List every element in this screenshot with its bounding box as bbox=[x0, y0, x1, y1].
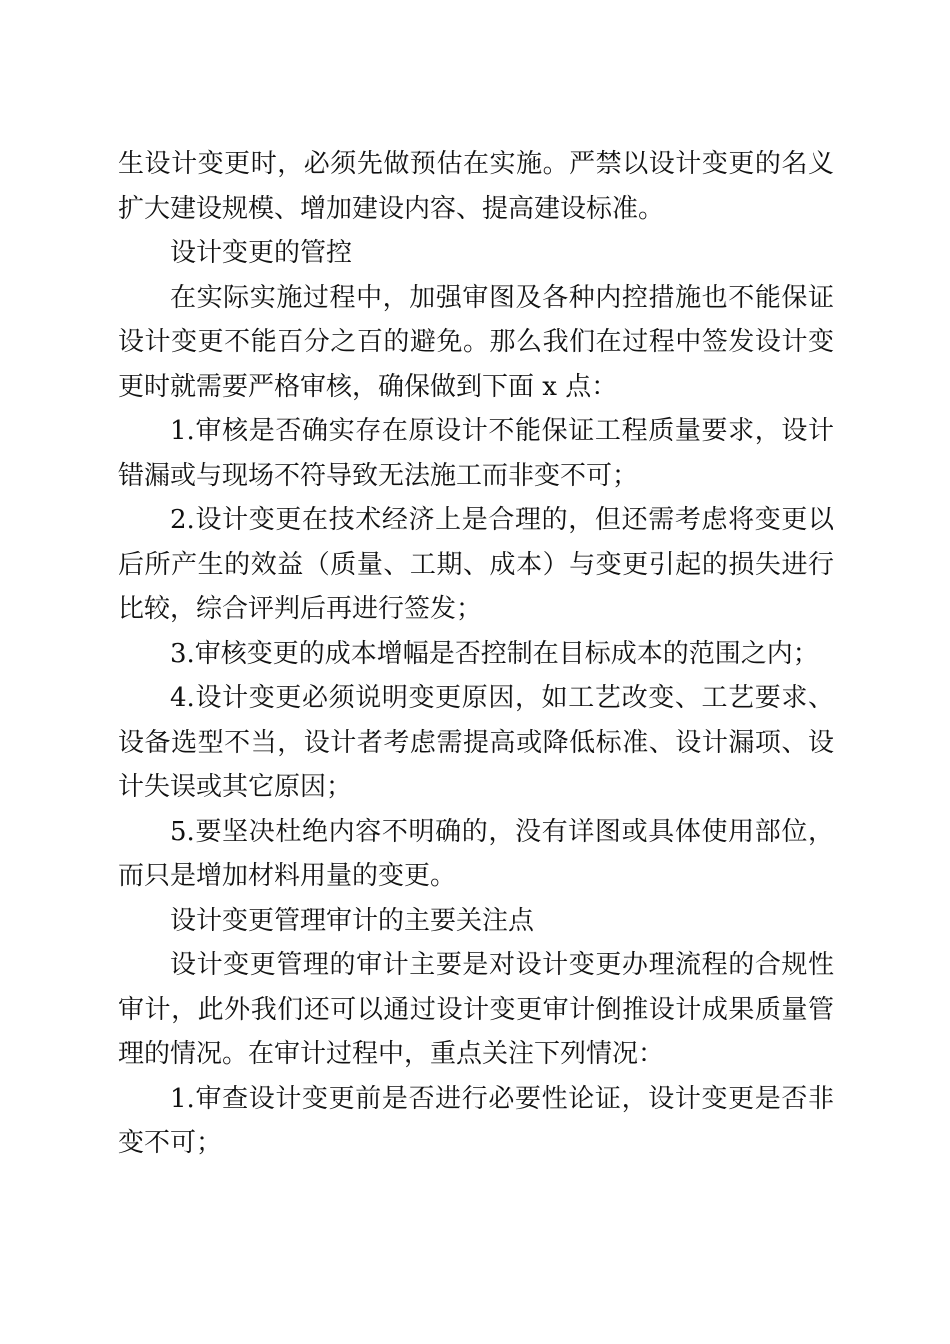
list-item-line: 2.设计变更在技术经济上是合理的，但还需考虑将变更以 bbox=[170, 505, 834, 535]
text-line: 理的情况。在审计过程中，重点关注下列情况： bbox=[118, 1039, 665, 1069]
list-item-line: 后所产生的效益（质量、工期、成本）与变更引起的损失进行 bbox=[118, 549, 834, 580]
list-item-line: 1.审核是否确实存在原设计不能保证工程质量要求，设计 bbox=[170, 416, 834, 446]
list-item-line: 比较，综合评判后再进行签发； bbox=[118, 594, 483, 624]
list-item-line: 变不可； bbox=[118, 1128, 223, 1158]
text-line: 更时就需要严格审核，确保做到下面 x 点： bbox=[118, 371, 618, 402]
text-line: 在实际实施过程中，加强审图及各种内控措施也不能保证 bbox=[170, 282, 834, 313]
text-line: 设计变更管理的审计主要是对设计变更办理流程的合规性 bbox=[170, 950, 834, 980]
list-item-line: 而只是增加材料用量的变更。 bbox=[118, 861, 457, 891]
list-item-line: 4.设计变更必须说明变更原因，如工艺改变、工艺要求、 bbox=[170, 683, 834, 713]
document-page bbox=[118, 142, 834, 1166]
section-heading: 设计变更管理审计的主要关注点 bbox=[170, 905, 535, 936]
text-line: 设计变更不能百分之百的避免。那么我们在过程中签发设计变 bbox=[118, 327, 834, 357]
text-line: 扩大建设规模、增加建设内容、提高建设标准。 bbox=[118, 193, 665, 224]
list-item-line: 错漏或与现场不符导致无法施工而非变不可； bbox=[118, 460, 639, 491]
list-item-line: 3.审核变更的成本增幅是否控制在目标成本的范围之内； bbox=[170, 638, 819, 669]
section-heading: 设计变更的管控 bbox=[170, 238, 353, 268]
list-item-line: 计失误或其它原因； bbox=[118, 772, 353, 802]
list-item-line: 1.审查设计变更前是否进行必要性论证，设计变更是否非 bbox=[170, 1083, 834, 1114]
text-line: 审计，此外我们还可以通过设计变更审计倒推设计成果质量管 bbox=[118, 994, 834, 1025]
list-item-line: 设备选型不当，设计者考虑需提高或降低标准、设计漏项、设 bbox=[118, 727, 834, 758]
list-item-line: 5.要坚决杜绝内容不明确的，没有详图或具体使用部位， bbox=[170, 816, 834, 847]
text-line: 生设计变更时，必须先做预估在实施。严禁以设计变更的名义 bbox=[118, 149, 834, 179]
